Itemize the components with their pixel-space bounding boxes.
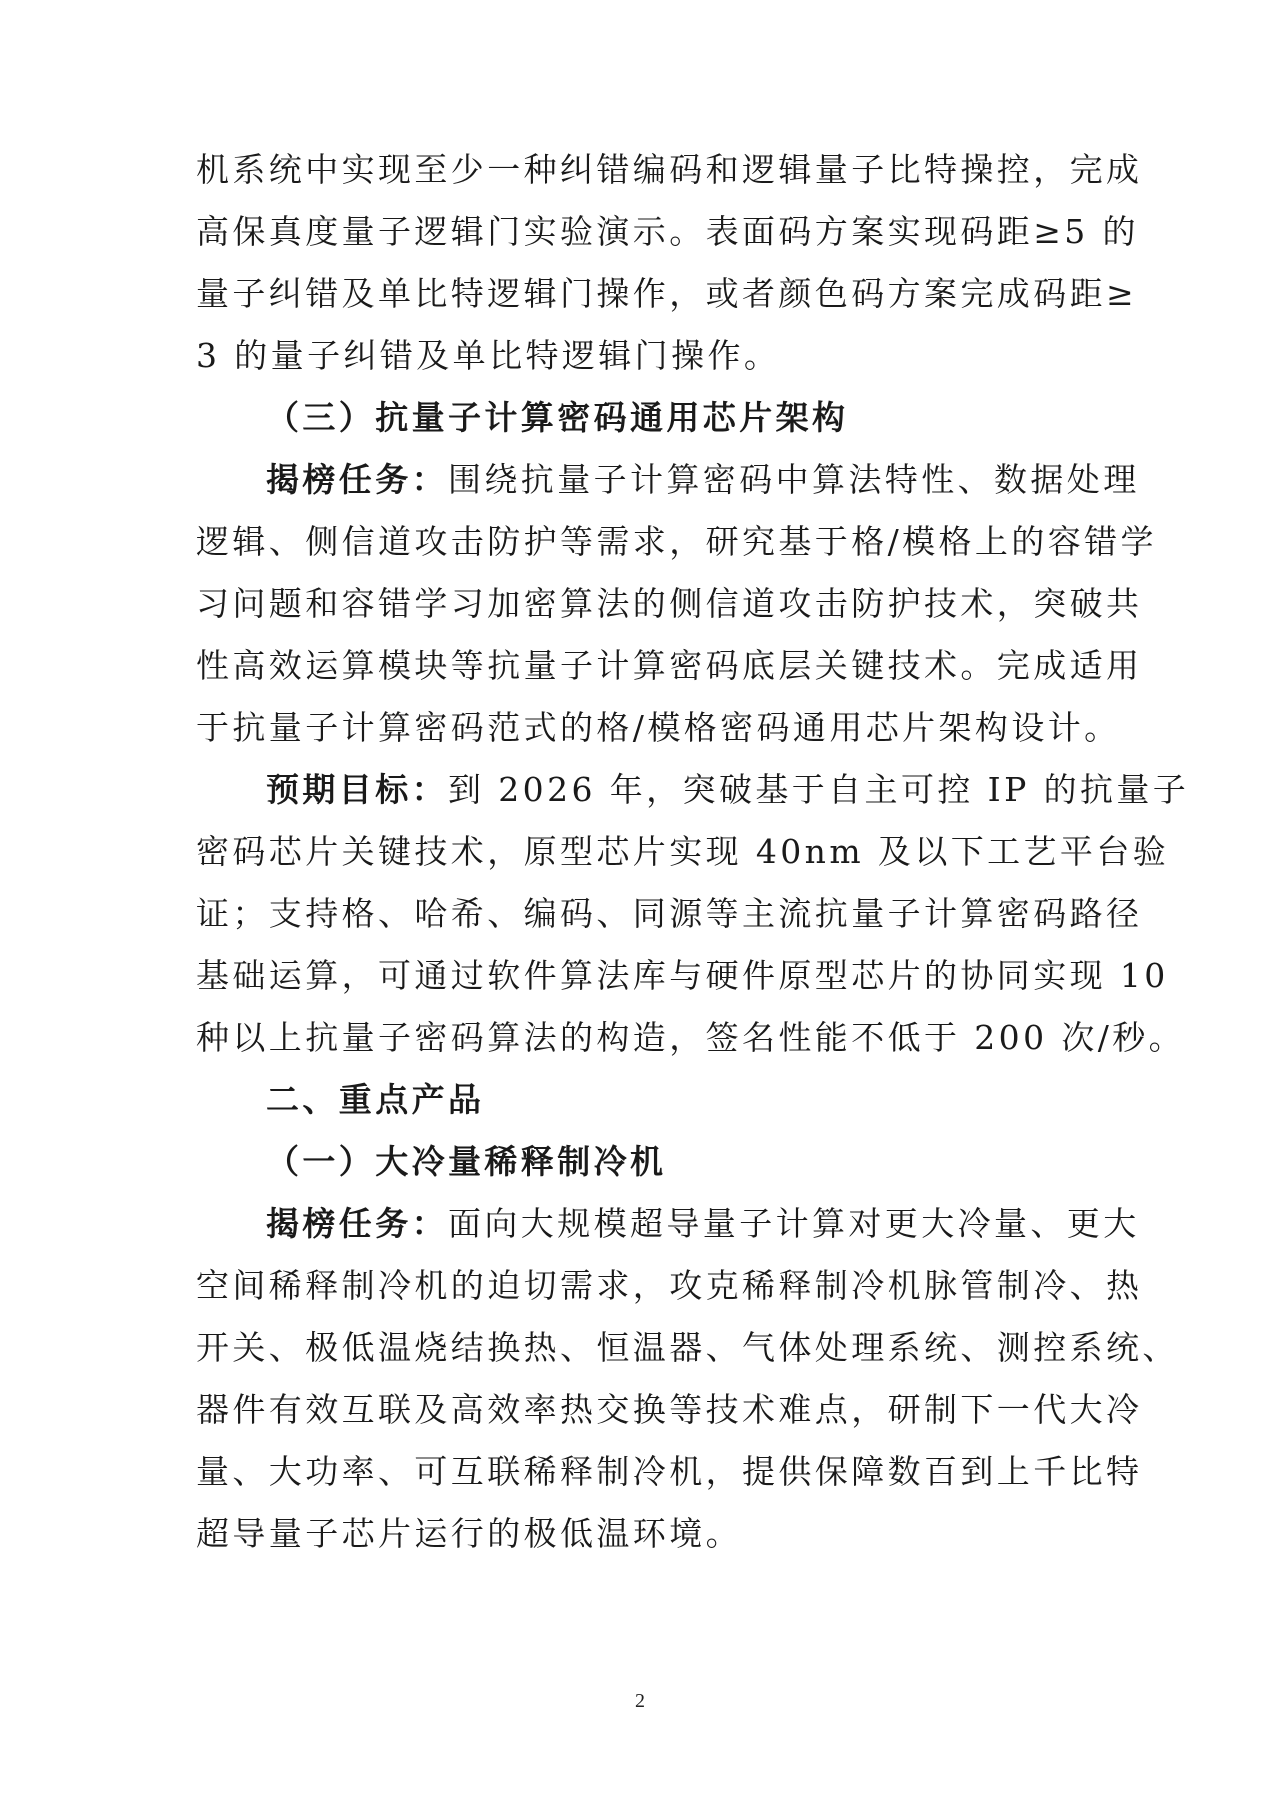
paragraph-first-line	[266, 460, 1140, 500]
body-line: 量子纠错及单比特逻辑门操作，或者颜色码方案完成码距≥	[196, 274, 1138, 313]
paragraph-first-line	[266, 770, 1190, 810]
body-line: 量、大功率、可互联稀释制冷机，提供保障数百到上千比特	[196, 1452, 1143, 1491]
body-line: 器件有效互联及高效率热交换等技术难点，研制下一代大冷	[196, 1390, 1143, 1429]
body-line: 机系统中实现至少一种纠错编码和逻辑量子比特操控，完成	[196, 150, 1143, 189]
goal-label: 预期目标：	[266, 770, 448, 809]
task-label: 揭榜任务：	[266, 1204, 448, 1243]
task-text: 面向大规模超导量子计算对更大冷量、更大	[448, 1204, 1140, 1243]
paragraph-first-line	[266, 1204, 1140, 1244]
section-heading: （三）抗量子计算密码通用芯片架构	[266, 398, 849, 437]
body-line: 超导量子芯片运行的极低温环境。	[196, 1514, 742, 1553]
body-line: 开关、极低温烧结换热、恒温器、气体处理系统、测控系统、	[196, 1328, 1179, 1367]
body-line: 逻辑、侧信道攻击防护等需求，研究基于格/模格上的容错学	[196, 522, 1157, 561]
body-line: 高保真度量子逻辑门实验演示。表面码方案实现码距≥5 的	[196, 212, 1139, 251]
body-line: 于抗量子计算密码范式的格/模格密码通用芯片架构设计。	[196, 708, 1121, 747]
body-line: 3 的量子纠错及单比特逻辑门操作。	[196, 336, 781, 375]
section-heading: （一）大冷量稀释制冷机	[266, 1142, 667, 1181]
body-line: 证；支持格、哈希、编码、同源等主流抗量子计算密码路径	[196, 894, 1143, 933]
body-line: 习问题和容错学习加密算法的侧信道攻击防护技术，突破共	[196, 584, 1143, 623]
body-line: 基础运算，可通过软件算法库与硬件原型芯片的协同实现 10	[196, 956, 1169, 995]
part-heading: 二、重点产品	[266, 1080, 485, 1119]
goal-text: 到 2026 年，突破基于自主可控 IP 的抗量子	[448, 770, 1190, 809]
task-label: 揭榜任务：	[266, 460, 448, 499]
body-line: 种以上抗量子密码算法的构造，签名性能不低于 200 次/秒。	[196, 1018, 1186, 1057]
body-line: 性高效运算模块等抗量子计算密码底层关键技术。完成适用	[196, 646, 1143, 685]
body-line: 密码芯片关键技术，原型芯片实现 40nm 及以下工艺平台验	[196, 832, 1170, 871]
body-line: 空间稀释制冷机的迫切需求，攻克稀释制冷机脉管制冷、热	[196, 1266, 1143, 1305]
task-text: 围绕抗量子计算密码中算法特性、数据处理	[448, 460, 1140, 499]
page-number: 2	[635, 1690, 645, 1712]
